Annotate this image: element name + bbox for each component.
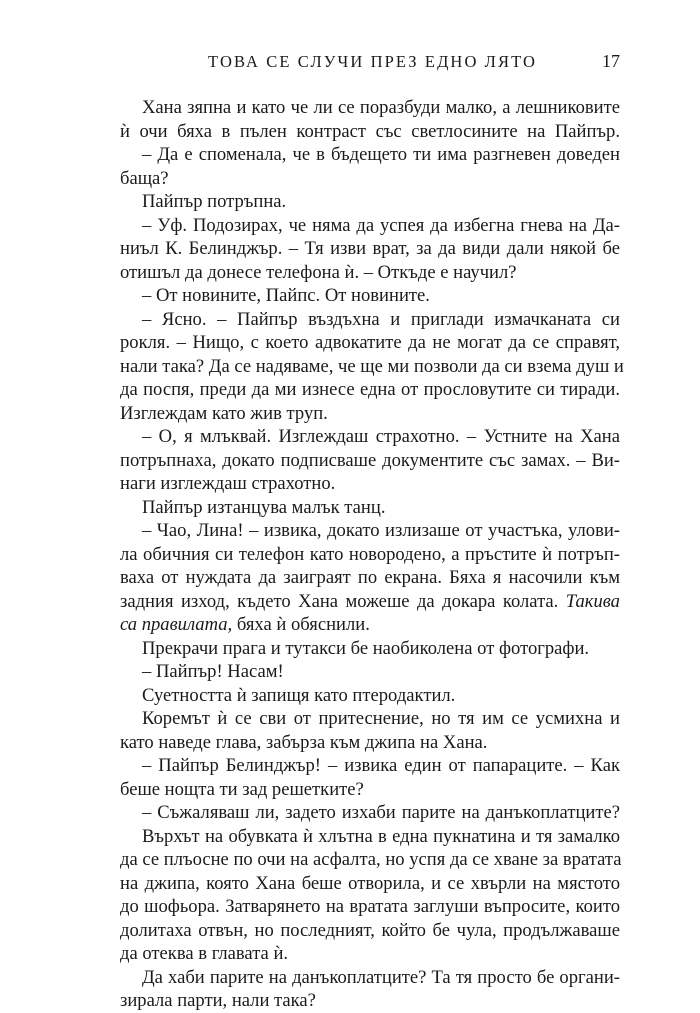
italic-phrase: са правилата, xyxy=(120,614,233,635)
text-line: баща? xyxy=(120,167,169,189)
text-line: нали така? Да се надяваме, че ще ми позволи да си взема душ и xyxy=(120,355,624,377)
text-line: да се плъосне по очи на асфалта, но успя да се хване за вратата xyxy=(120,849,622,870)
text-line: – Пайпър! Насам! xyxy=(142,661,284,682)
text-line: беше нощта ти зад решетките? xyxy=(120,778,364,800)
text-line: ѝ очи бяха в пълен контраст със светлосините на Пайпър. xyxy=(120,120,620,142)
text-line: Суетността ѝ запищя като птеродактил. xyxy=(142,684,456,706)
line-text: задния изход, където Хана можеше да докара колата. xyxy=(120,590,559,612)
text-line: зирала парти, нали така? xyxy=(120,990,316,1011)
running-head xyxy=(120,52,620,76)
text-line: Изглеждам като жив труп. xyxy=(120,402,328,424)
text-line: – Чао, Лина! – извика, докато излизаше от участъка, улови- xyxy=(142,520,620,541)
text-line: – Уф. Подозирах, че няма да успея да избегна гнева на Да- xyxy=(142,214,620,236)
text-line-with-italic xyxy=(120,590,620,614)
text-line: Да хаби парите на данъкоплатците? Та тя просто бе органи- xyxy=(142,966,620,988)
text-line: – Съжаляваш ли, задето изхаби парите на данъкоплатците? xyxy=(142,802,620,823)
text-line: да отеква в главата ѝ. xyxy=(120,943,289,964)
text-line: – Да е споменала, че в бъдещето ти има разгневен доведен xyxy=(142,144,620,165)
text-line: Коремът ѝ се сви от притеснение, но тя им се усмихна и xyxy=(142,708,620,729)
text-line: отишъл да донесе телефона ѝ. – Откъде е научил? xyxy=(120,261,517,283)
line-text: бяха ѝ обяснили. xyxy=(236,614,370,635)
text-line: Пайпър потръпна. xyxy=(142,191,287,212)
text-line: ла обичния си телефон като новородено, а пръстите ѝ потръп- xyxy=(120,543,620,565)
body-text xyxy=(120,96,624,1013)
text-line: – О, я млъквай. Изглеждаш страхотно. – Устните на Хана xyxy=(142,426,620,447)
text-line: рокля. – Нищо, с което адвокатите да не могат да се справят, xyxy=(120,332,620,353)
text-line: – Ясно. – Пайпър въздъхна и приглади измачканата си xyxy=(142,308,620,330)
text-line-with-italic xyxy=(120,613,620,637)
text-line: – Пайпър Белинджър! – извика един от папараците. – Как xyxy=(142,755,620,776)
italic-phrase: Такива xyxy=(565,590,620,612)
text-line: Пайпър изтанцува малък танц. xyxy=(142,496,386,518)
text-line: да поспя, преди да ми изнесе една от прословутите си тиради. xyxy=(120,379,620,400)
text-line: като наведе глава, забърза към джипа на Хана. xyxy=(120,731,488,753)
text-line: Хана зяпна и като че ли се поразбуди малко, а лешниковите xyxy=(142,97,620,118)
text-line: потръпнаха, докато подписваше документите със замах. – Ви- xyxy=(120,449,620,471)
text-line: Върхът на обувката ѝ хлътна в една пукнатина и тя замалко xyxy=(142,825,620,847)
text-line: – От новините, Пайпс. От новините. xyxy=(142,285,430,306)
page-number: 17 xyxy=(602,51,620,71)
text-line: ниъл К. Белинджър. – Тя изви врат, за да види дали някой бе xyxy=(120,238,620,259)
text-line: до шофьора. Затварянето на вратата заглуши въпросите, които xyxy=(120,896,620,917)
text-line: наги изглеждаш страхотно. xyxy=(120,473,336,494)
text-line: Прекрачи прага и тутакси бе наобиколена от фотографи. xyxy=(142,637,590,659)
text-line: на джипа, която Хана беше отворила, и се хвърли на мястото xyxy=(120,872,620,894)
text-line: ваха от нуждата да заиграят по екрана. Бяха я насочили към xyxy=(120,567,620,588)
text-line: долитаха отвън, но последният, който бе чула, продължаваше xyxy=(120,919,620,941)
running-title: ТОВА СЕ СЛУЧИ ПРЕЗ ЕДНО ЛЯТО xyxy=(208,52,538,71)
